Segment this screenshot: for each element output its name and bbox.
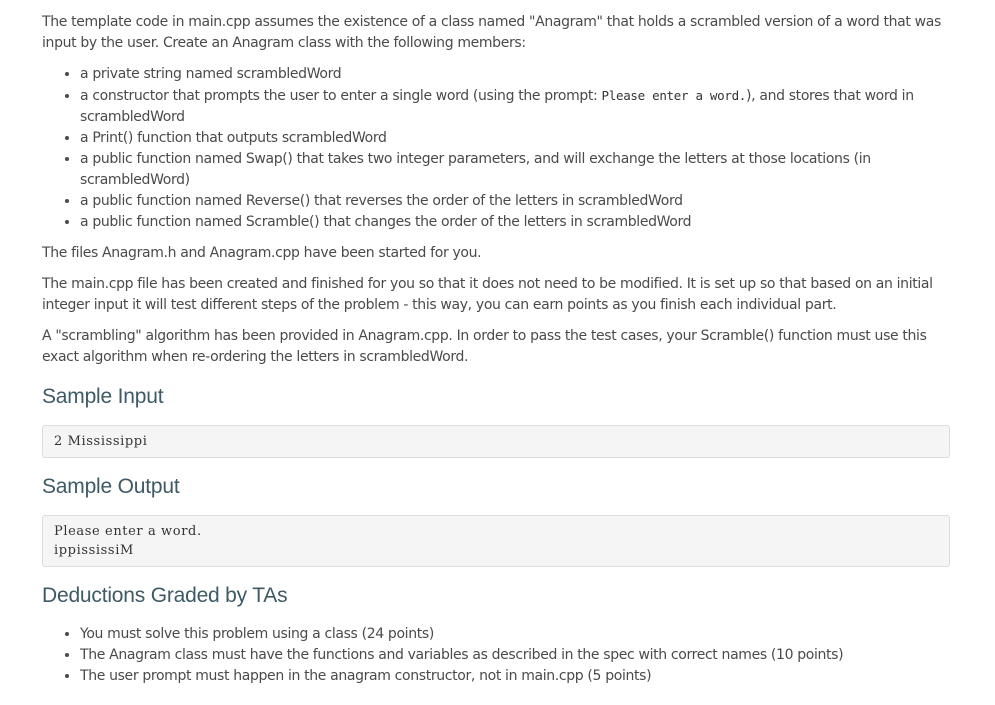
sample-input-line: 2 Mississippi (54, 434, 148, 449)
scrambling-paragraph: A "scrambling" algorithm has been provided in Anagram.cpp. In order to pass the test cases, your Scramble() function must use this exact algorithm when re-ordering the letters in scrambledWord. (42, 328, 927, 365)
sample-output-line: ippississiM (54, 543, 134, 558)
list-item: • a public function named Swap() that takes two integer parameters, and will exchange the letters at those locations (in scrambledWord) (80, 149, 950, 191)
sample-output-code (42, 515, 950, 567)
members-list (42, 64, 950, 233)
list-item (80, 85, 950, 128)
list-item: • a private string named scrambledWord (80, 64, 950, 85)
list-item: • You must solve this problem using a class (24 points) (80, 624, 950, 645)
deductions-list (42, 624, 950, 687)
list-item: • a public function named Scramble() that changes the order of the letters in scrambledWord (80, 212, 950, 233)
list-item: • a Print() function that outputs scrambledWord (80, 128, 950, 149)
problem-description (42, 12, 950, 697)
sample-input-heading: Sample Input (42, 385, 164, 408)
list-item: • a public function named Reverse() that reverses the order of the letters in scrambledWord (80, 191, 950, 212)
member-text: a constructor that prompts the user to enter a single word (using the prompt: (80, 88, 602, 104)
deductions-heading: Deductions Graded by TAs (42, 584, 288, 607)
member-text: ), and stores that word in scrambledWord (80, 88, 914, 125)
list-item: • The user prompt must happen in the anagram constructor, not in main.cpp (5 points) (80, 666, 950, 687)
files-paragraph: The files Anagram.h and Anagram.cpp have been started for you. (42, 245, 482, 261)
intro-paragraph: The template code in main.cpp assumes the existence of a class named "Anagram" that holds a scrambled version of a word that was input by the user. Create an Anagram class with the following members: (42, 14, 941, 51)
sample-output-line: Please enter a word. (54, 524, 202, 539)
sample-input-code (42, 425, 950, 458)
prompt-code: Please enter a word. (601, 88, 747, 103)
sample-output-heading: Sample Output (42, 475, 180, 498)
list-item: • The Anagram class must have the functions and variables as described in the spec with correct names (10 points) (80, 645, 950, 666)
main-cpp-paragraph: The main.cpp file has been created and finished for you so that it does not need to be modified. It is set up so that based on an initial integer input it will test different steps of the problem - this way, you can earn points as you finish each individual part. (42, 276, 933, 313)
